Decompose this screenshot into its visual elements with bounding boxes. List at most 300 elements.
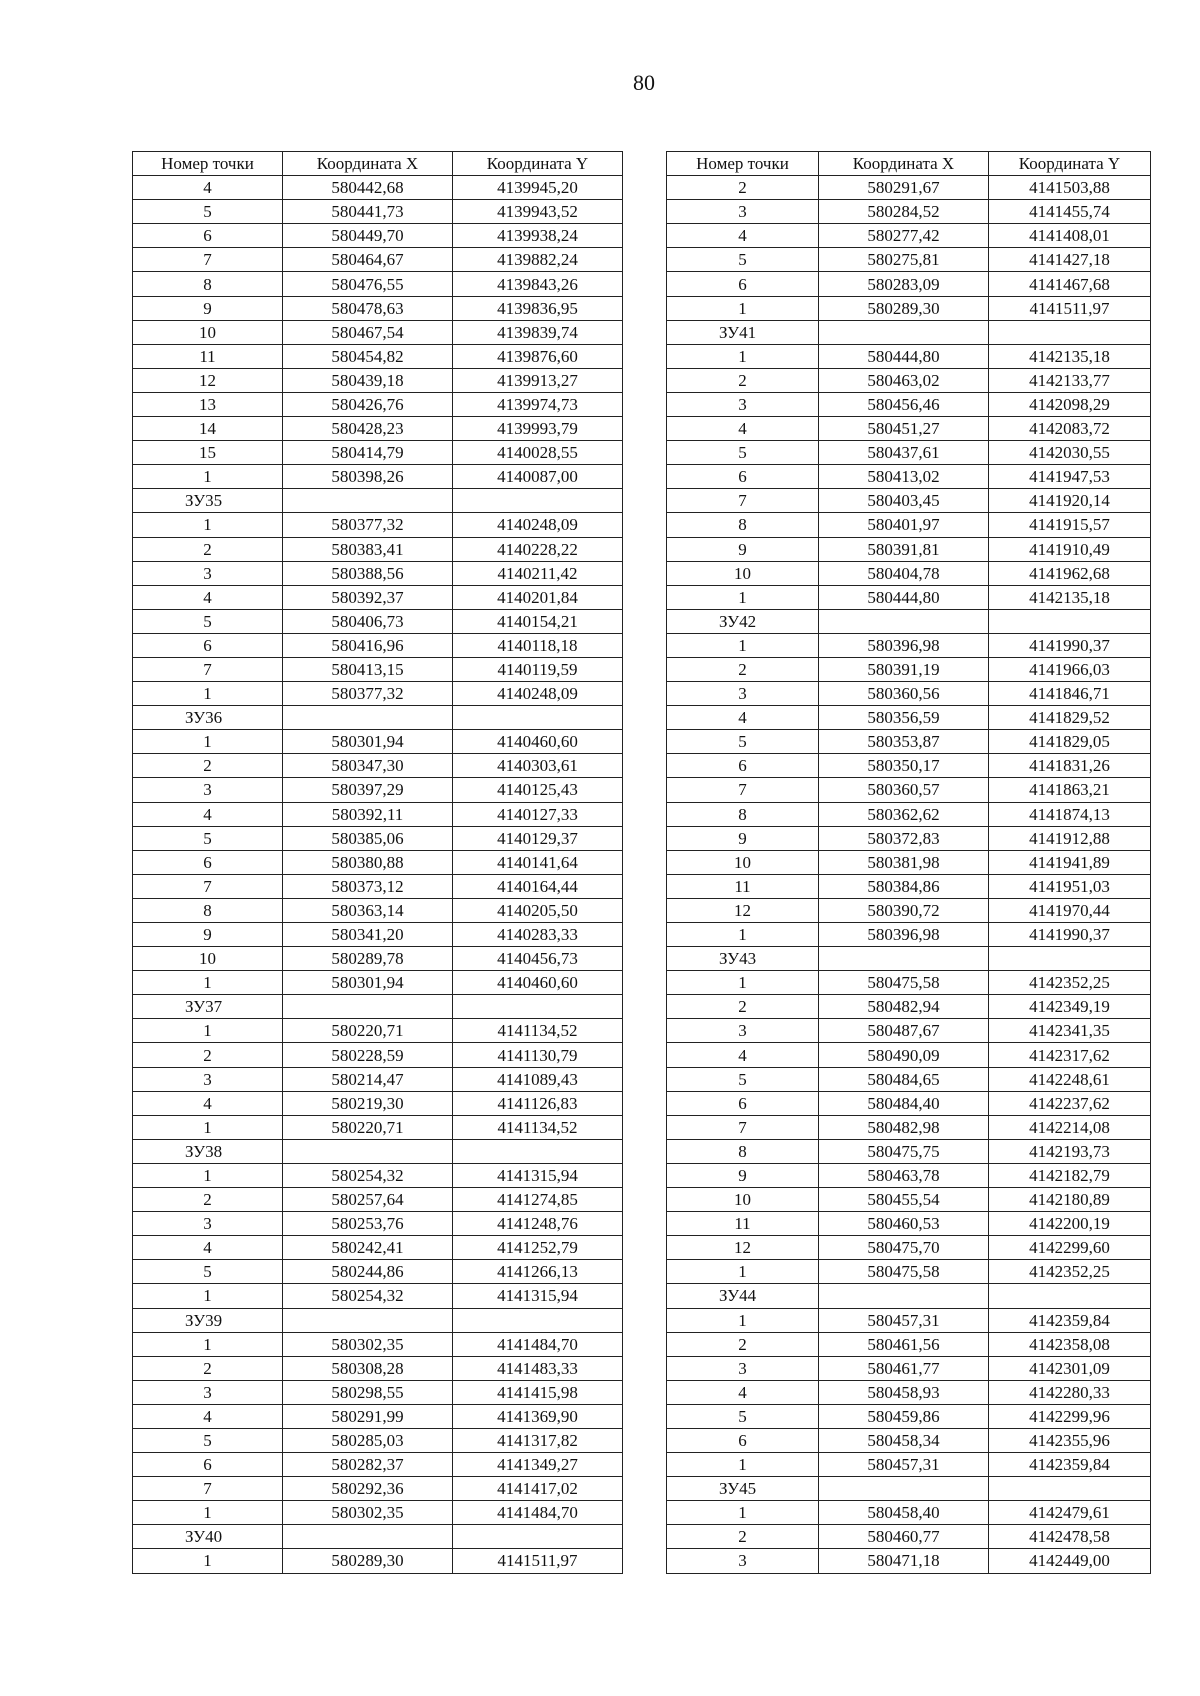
table-row <box>667 1453 1151 1477</box>
table-row <box>133 633 623 657</box>
cell-coordinate-x: 580391,81 <box>819 537 989 561</box>
cell-coordinate-x: 580478,63 <box>283 296 453 320</box>
cell-coordinate-x: 580459,86 <box>819 1404 989 1428</box>
table-row <box>133 1501 623 1525</box>
cell-point-number: 1 <box>133 682 283 706</box>
table-row <box>667 754 1151 778</box>
cell-coordinate-x: 580350,17 <box>819 754 989 778</box>
table-row <box>133 1477 623 1501</box>
cell-coordinate-y: 4140228,22 <box>453 537 623 561</box>
cell-coordinate-x: 580475,58 <box>819 1260 989 1284</box>
cell-point-number: 2 <box>133 537 283 561</box>
cell-coordinate-y: 4141369,90 <box>453 1404 623 1428</box>
table-row <box>667 489 1151 513</box>
cell-point-number: 3 <box>133 1212 283 1236</box>
section-row <box>667 947 1151 971</box>
cell-coordinate-x: 580242,41 <box>283 1236 453 1260</box>
cell-coordinate-x: 580353,87 <box>819 730 989 754</box>
cell-coordinate-x: 580373,12 <box>283 874 453 898</box>
cell-coordinate-x: 580455,54 <box>819 1188 989 1212</box>
cell-coordinate-y: 4141467,68 <box>989 272 1151 296</box>
cell-section-label: ЗУ43 <box>667 947 819 971</box>
cell-coordinate-x <box>283 1139 453 1163</box>
cell-coordinate-x: 580461,56 <box>819 1332 989 1356</box>
table-row <box>667 272 1151 296</box>
cell-coordinate-x: 580301,94 <box>283 971 453 995</box>
table-row <box>667 465 1151 489</box>
cell-point-number: 1 <box>133 1501 283 1525</box>
cell-point-number: 1 <box>133 1019 283 1043</box>
table-row <box>667 1212 1151 1236</box>
cell-point-number: 2 <box>667 368 819 392</box>
cell-point-number: 1 <box>133 465 283 489</box>
cell-coordinate-x: 580390,72 <box>819 898 989 922</box>
cell-coordinate-y: 4139843,26 <box>453 272 623 296</box>
cell-point-number: 11 <box>133 344 283 368</box>
table-row <box>133 585 623 609</box>
cell-point-number: 2 <box>667 1525 819 1549</box>
cell-coordinate-y <box>453 706 623 730</box>
cell-point-number: 3 <box>667 682 819 706</box>
cell-coordinate-x: 580228,59 <box>283 1043 453 1067</box>
cell-section-label: ЗУ42 <box>667 609 819 633</box>
cell-coordinate-y: 4141962,68 <box>989 561 1151 585</box>
cell-coordinate-y: 4141483,33 <box>453 1356 623 1380</box>
table-row <box>133 1284 623 1308</box>
cell-point-number: 4 <box>133 1091 283 1115</box>
cell-coordinate-y: 4142349,19 <box>989 995 1151 1019</box>
cell-coordinate-x: 580254,32 <box>283 1284 453 1308</box>
cell-point-number: 4 <box>133 585 283 609</box>
coordinates-table-left <box>132 151 623 1574</box>
section-row <box>667 609 1151 633</box>
cell-coordinate-x: 580397,29 <box>283 778 453 802</box>
table-row <box>667 392 1151 416</box>
table-row <box>667 1260 1151 1284</box>
cell-coordinate-x: 580253,76 <box>283 1212 453 1236</box>
cell-point-number: 1 <box>667 1260 819 1284</box>
table-row <box>133 682 623 706</box>
cell-coordinate-y: 4141990,37 <box>989 923 1151 947</box>
cell-coordinate-y: 4141266,13 <box>453 1260 623 1284</box>
cell-coordinate-x: 580475,70 <box>819 1236 989 1260</box>
table-row <box>667 657 1151 681</box>
cell-coordinate-x: 580444,80 <box>819 585 989 609</box>
cell-point-number: 2 <box>133 754 283 778</box>
table-row <box>133 320 623 344</box>
table-row <box>133 561 623 585</box>
cell-coordinate-x: 580406,73 <box>283 609 453 633</box>
cell-coordinate-x: 580460,53 <box>819 1212 989 1236</box>
cell-point-number: 3 <box>133 778 283 802</box>
cell-coordinate-y: 4140127,33 <box>453 802 623 826</box>
table-row <box>133 971 623 995</box>
cell-coordinate-y: 4139938,24 <box>453 224 623 248</box>
table-row <box>667 850 1151 874</box>
cell-coordinate-x: 580341,20 <box>283 923 453 947</box>
cell-coordinate-y: 4142083,72 <box>989 417 1151 441</box>
cell-coordinate-y <box>989 609 1151 633</box>
cell-coordinate-y: 4142098,29 <box>989 392 1151 416</box>
cell-coordinate-x: 580451,27 <box>819 417 989 441</box>
cell-point-number: 7 <box>667 778 819 802</box>
cell-coordinate-y: 4141941,89 <box>989 850 1151 874</box>
cell-coordinate-x: 580302,35 <box>283 1501 453 1525</box>
cell-point-number: 1 <box>667 923 819 947</box>
header-coordinate-x: Координата X <box>283 152 453 176</box>
cell-coordinate-x: 580283,09 <box>819 272 989 296</box>
cell-point-number: 3 <box>133 1067 283 1091</box>
cell-coordinate-y: 4142200,19 <box>989 1212 1151 1236</box>
cell-coordinate-y: 4141417,02 <box>453 1477 623 1501</box>
table-row <box>667 344 1151 368</box>
cell-point-number: 4 <box>133 176 283 200</box>
cell-point-number: 4 <box>133 1404 283 1428</box>
cell-coordinate-y: 4142214,08 <box>989 1115 1151 1139</box>
cell-section-label: ЗУ40 <box>133 1525 283 1549</box>
cell-coordinate-x <box>819 947 989 971</box>
table-row <box>667 1501 1151 1525</box>
cell-coordinate-x: 580362,62 <box>819 802 989 826</box>
cell-point-number: 6 <box>133 1453 283 1477</box>
header-coordinate-x: Координата X <box>819 152 989 176</box>
cell-coordinate-x: 580437,61 <box>819 441 989 465</box>
cell-coordinate-x: 580442,68 <box>283 176 453 200</box>
table-row <box>133 657 623 681</box>
cell-coordinate-y: 4141874,13 <box>989 802 1151 826</box>
cell-coordinate-x: 580413,02 <box>819 465 989 489</box>
cell-point-number: 15 <box>133 441 283 465</box>
cell-coordinate-x: 580302,35 <box>283 1332 453 1356</box>
cell-coordinate-x: 580456,46 <box>819 392 989 416</box>
cell-coordinate-y: 4141829,05 <box>989 730 1151 754</box>
cell-point-number: 1 <box>667 633 819 657</box>
table-row <box>133 1549 623 1573</box>
cell-point-number: 1 <box>133 971 283 995</box>
section-row <box>133 1139 623 1163</box>
cell-coordinate-x: 580484,40 <box>819 1091 989 1115</box>
cell-coordinate-x: 580476,55 <box>283 272 453 296</box>
table-row <box>133 1067 623 1091</box>
cell-coordinate-y: 4141315,94 <box>453 1163 623 1187</box>
cell-coordinate-y: 4142478,58 <box>989 1525 1151 1549</box>
cell-point-number: 10 <box>667 1188 819 1212</box>
cell-point-number: 4 <box>133 1236 283 1260</box>
cell-point-number: 5 <box>133 1260 283 1284</box>
cell-coordinate-y: 4141317,82 <box>453 1428 623 1452</box>
cell-point-number: 6 <box>133 224 283 248</box>
cell-coordinate-x: 580413,15 <box>283 657 453 681</box>
cell-coordinate-x: 580372,83 <box>819 826 989 850</box>
cell-coordinate-y: 4142248,61 <box>989 1067 1151 1091</box>
table-row <box>667 1525 1151 1549</box>
table-row <box>133 1212 623 1236</box>
cell-coordinate-x: 580467,54 <box>283 320 453 344</box>
cell-coordinate-x: 580356,59 <box>819 706 989 730</box>
cell-section-label: ЗУ39 <box>133 1308 283 1332</box>
table-row <box>667 417 1151 441</box>
table-row <box>133 1453 623 1477</box>
cell-point-number: 6 <box>133 850 283 874</box>
cell-point-number: 4 <box>667 1043 819 1067</box>
page-number: 80 <box>633 70 655 95</box>
cell-coordinate-x: 580490,09 <box>819 1043 989 1067</box>
cell-coordinate-x: 580360,56 <box>819 682 989 706</box>
table-row <box>133 1356 623 1380</box>
cell-coordinate-x: 580214,47 <box>283 1067 453 1091</box>
cell-point-number: 5 <box>133 826 283 850</box>
cell-point-number: 1 <box>667 971 819 995</box>
cell-coordinate-y: 4142299,96 <box>989 1404 1151 1428</box>
table-row <box>667 1380 1151 1404</box>
cell-point-number: 3 <box>667 200 819 224</box>
cell-coordinate-y: 4142449,00 <box>989 1549 1151 1573</box>
cell-coordinate-x: 580384,86 <box>819 874 989 898</box>
cell-coordinate-x: 580291,67 <box>819 176 989 200</box>
table-row <box>667 296 1151 320</box>
table-row <box>667 706 1151 730</box>
cell-coordinate-y: 4142352,25 <box>989 1260 1151 1284</box>
table-row <box>667 1308 1151 1332</box>
cell-coordinate-y: 4141947,53 <box>989 465 1151 489</box>
section-row <box>667 320 1151 344</box>
cell-coordinate-x: 580460,77 <box>819 1525 989 1549</box>
cell-coordinate-x: 580458,40 <box>819 1501 989 1525</box>
cell-coordinate-y: 4140118,18 <box>453 633 623 657</box>
table-row <box>133 441 623 465</box>
cell-coordinate-y: 4141349,27 <box>453 1453 623 1477</box>
cell-point-number: 9 <box>133 923 283 947</box>
cell-coordinate-x: 580457,31 <box>819 1308 989 1332</box>
cell-coordinate-y: 4141252,79 <box>453 1236 623 1260</box>
cell-point-number: 9 <box>667 1163 819 1187</box>
cell-coordinate-y: 4141089,43 <box>453 1067 623 1091</box>
table-row <box>133 1428 623 1452</box>
cell-point-number: 5 <box>667 1067 819 1091</box>
cell-coordinate-x: 580403,45 <box>819 489 989 513</box>
cell-coordinate-y: 4141126,83 <box>453 1091 623 1115</box>
header-coordinate-y: Координата Y <box>453 152 623 176</box>
cell-coordinate-x: 580414,79 <box>283 441 453 465</box>
cell-point-number: 8 <box>667 802 819 826</box>
cell-coordinate-y: 4140129,37 <box>453 826 623 850</box>
cell-coordinate-x: 580475,75 <box>819 1139 989 1163</box>
table-row <box>133 248 623 272</box>
cell-coordinate-y: 4140283,33 <box>453 923 623 947</box>
table-row <box>133 947 623 971</box>
cell-coordinate-x: 580282,37 <box>283 1453 453 1477</box>
table-row <box>133 1019 623 1043</box>
table-row <box>667 682 1151 706</box>
cell-coordinate-y: 4141455,74 <box>989 200 1151 224</box>
cell-coordinate-y: 4141970,44 <box>989 898 1151 922</box>
cell-point-number: 5 <box>133 609 283 633</box>
section-row <box>667 1477 1151 1501</box>
table-body-right <box>667 176 1151 1573</box>
cell-coordinate-x: 580385,06 <box>283 826 453 850</box>
cell-point-number: 2 <box>667 176 819 200</box>
cell-point-number: 8 <box>133 898 283 922</box>
header-point-number: Номер точки <box>133 152 283 176</box>
table-row <box>133 1260 623 1284</box>
cell-coordinate-y: 4141846,71 <box>989 682 1151 706</box>
cell-coordinate-y: 4142301,09 <box>989 1356 1151 1380</box>
cell-coordinate-x: 580392,37 <box>283 585 453 609</box>
table-row <box>133 344 623 368</box>
cell-coordinate-x: 580360,57 <box>819 778 989 802</box>
cell-coordinate-y: 4141829,52 <box>989 706 1151 730</box>
cell-coordinate-x: 580298,55 <box>283 1380 453 1404</box>
table-row <box>133 778 623 802</box>
cell-coordinate-x: 580458,93 <box>819 1380 989 1404</box>
cell-point-number: 6 <box>667 1091 819 1115</box>
cell-coordinate-y: 4141863,21 <box>989 778 1151 802</box>
table-row <box>133 898 623 922</box>
cell-coordinate-x: 580404,78 <box>819 561 989 585</box>
cell-coordinate-x: 580391,19 <box>819 657 989 681</box>
cell-coordinate-y: 4140125,43 <box>453 778 623 802</box>
table-row <box>133 537 623 561</box>
cell-coordinate-x: 580383,41 <box>283 537 453 561</box>
cell-coordinate-y: 4142135,18 <box>989 585 1151 609</box>
table-row <box>133 176 623 200</box>
cell-coordinate-y: 4142355,96 <box>989 1428 1151 1452</box>
cell-coordinate-x <box>819 1284 989 1308</box>
cell-section-label: ЗУ37 <box>133 995 283 1019</box>
cell-coordinate-y: 4140460,60 <box>453 730 623 754</box>
cell-point-number: 10 <box>667 561 819 585</box>
table-row <box>667 971 1151 995</box>
cell-coordinate-y: 4142352,25 <box>989 971 1151 995</box>
cell-point-number: 7 <box>133 874 283 898</box>
cell-coordinate-x: 580289,30 <box>283 1549 453 1573</box>
cell-point-number: 1 <box>667 585 819 609</box>
cell-coordinate-x: 580388,56 <box>283 561 453 585</box>
cell-point-number: 3 <box>133 561 283 585</box>
cell-coordinate-x: 580220,71 <box>283 1115 453 1139</box>
table-row <box>667 923 1151 947</box>
cell-coordinate-y: 4142341,35 <box>989 1019 1151 1043</box>
cell-coordinate-y: 4139839,74 <box>453 320 623 344</box>
table-row <box>667 730 1151 754</box>
cell-coordinate-y: 4141831,26 <box>989 754 1151 778</box>
cell-coordinate-y: 4140460,60 <box>453 971 623 995</box>
cell-coordinate-x: 580458,34 <box>819 1428 989 1452</box>
cell-coordinate-y: 4140248,09 <box>453 513 623 537</box>
cell-point-number: 5 <box>667 1404 819 1428</box>
section-row <box>133 1308 623 1332</box>
cell-point-number: 8 <box>133 272 283 296</box>
table-row <box>133 224 623 248</box>
cell-point-number: 7 <box>133 657 283 681</box>
cell-section-label: ЗУ36 <box>133 706 283 730</box>
cell-coordinate-x: 580454,82 <box>283 344 453 368</box>
cell-point-number: 1 <box>133 1115 283 1139</box>
table-row <box>667 633 1151 657</box>
cell-coordinate-x: 580381,98 <box>819 850 989 874</box>
cell-point-number: 1 <box>133 1163 283 1187</box>
cell-coordinate-x <box>283 489 453 513</box>
table-row <box>133 923 623 947</box>
cell-point-number: 5 <box>133 1428 283 1452</box>
cell-coordinate-y: 4139974,73 <box>453 392 623 416</box>
cell-point-number: 12 <box>133 368 283 392</box>
cell-coordinate-x: 580308,28 <box>283 1356 453 1380</box>
cell-coordinate-y: 4140164,44 <box>453 874 623 898</box>
cell-point-number: 5 <box>667 730 819 754</box>
cell-coordinate-y: 4142135,18 <box>989 344 1151 368</box>
cell-coordinate-x: 580277,42 <box>819 224 989 248</box>
table-row <box>133 609 623 633</box>
cell-coordinate-x: 580285,03 <box>283 1428 453 1452</box>
cell-coordinate-y <box>453 995 623 1019</box>
cell-coordinate-y: 4140248,09 <box>453 682 623 706</box>
cell-point-number: 8 <box>667 1139 819 1163</box>
cell-coordinate-y: 4141511,97 <box>453 1549 623 1573</box>
cell-coordinate-y: 4141966,03 <box>989 657 1151 681</box>
cell-coordinate-y: 4142182,79 <box>989 1163 1151 1187</box>
cell-coordinate-y: 4140211,42 <box>453 561 623 585</box>
cell-coordinate-x: 580377,32 <box>283 682 453 706</box>
cell-coordinate-x: 580416,96 <box>283 633 453 657</box>
table-row <box>133 826 623 850</box>
cell-coordinate-y: 4139943,52 <box>453 200 623 224</box>
cell-coordinate-x: 580426,76 <box>283 392 453 416</box>
cell-section-label: ЗУ35 <box>133 489 283 513</box>
cell-point-number: 1 <box>133 513 283 537</box>
table-row <box>667 1428 1151 1452</box>
table-header-row <box>667 152 1151 176</box>
cell-coordinate-y <box>989 1477 1151 1501</box>
cell-coordinate-x: 580289,30 <box>819 296 989 320</box>
cell-point-number: 3 <box>667 1549 819 1573</box>
cell-coordinate-y: 4140141,64 <box>453 850 623 874</box>
cell-coordinate-x: 580471,18 <box>819 1549 989 1573</box>
cell-coordinate-y: 4141920,14 <box>989 489 1151 513</box>
cell-point-number: 9 <box>667 826 819 850</box>
cell-point-number: 7 <box>133 1477 283 1501</box>
cell-coordinate-x: 580219,30 <box>283 1091 453 1115</box>
cell-coordinate-y <box>989 320 1151 344</box>
cell-coordinate-y: 4141134,52 <box>453 1115 623 1139</box>
table-row <box>667 826 1151 850</box>
cell-coordinate-x: 580449,70 <box>283 224 453 248</box>
cell-point-number: 6 <box>667 754 819 778</box>
cell-point-number: 1 <box>133 1284 283 1308</box>
table-row <box>667 778 1151 802</box>
cell-point-number: 12 <box>667 898 819 922</box>
cell-coordinate-y: 4139882,24 <box>453 248 623 272</box>
table-row <box>133 417 623 441</box>
cell-point-number: 3 <box>667 392 819 416</box>
cell-coordinate-y: 4140119,59 <box>453 657 623 681</box>
table-row <box>667 1549 1151 1573</box>
cell-point-number: 7 <box>133 248 283 272</box>
cell-coordinate-x: 580347,30 <box>283 754 453 778</box>
table-row <box>133 1163 623 1187</box>
cell-coordinate-y: 4139876,60 <box>453 344 623 368</box>
cell-point-number: 10 <box>133 947 283 971</box>
cell-coordinate-y: 4140205,50 <box>453 898 623 922</box>
section-row <box>133 1525 623 1549</box>
table-row <box>133 1091 623 1115</box>
cell-coordinate-y: 4140154,21 <box>453 609 623 633</box>
table-row <box>667 1019 1151 1043</box>
cell-coordinate-x: 580289,78 <box>283 947 453 971</box>
header-coordinate-y: Координата Y <box>989 152 1151 176</box>
table-row <box>667 537 1151 561</box>
cell-coordinate-x <box>283 1525 453 1549</box>
